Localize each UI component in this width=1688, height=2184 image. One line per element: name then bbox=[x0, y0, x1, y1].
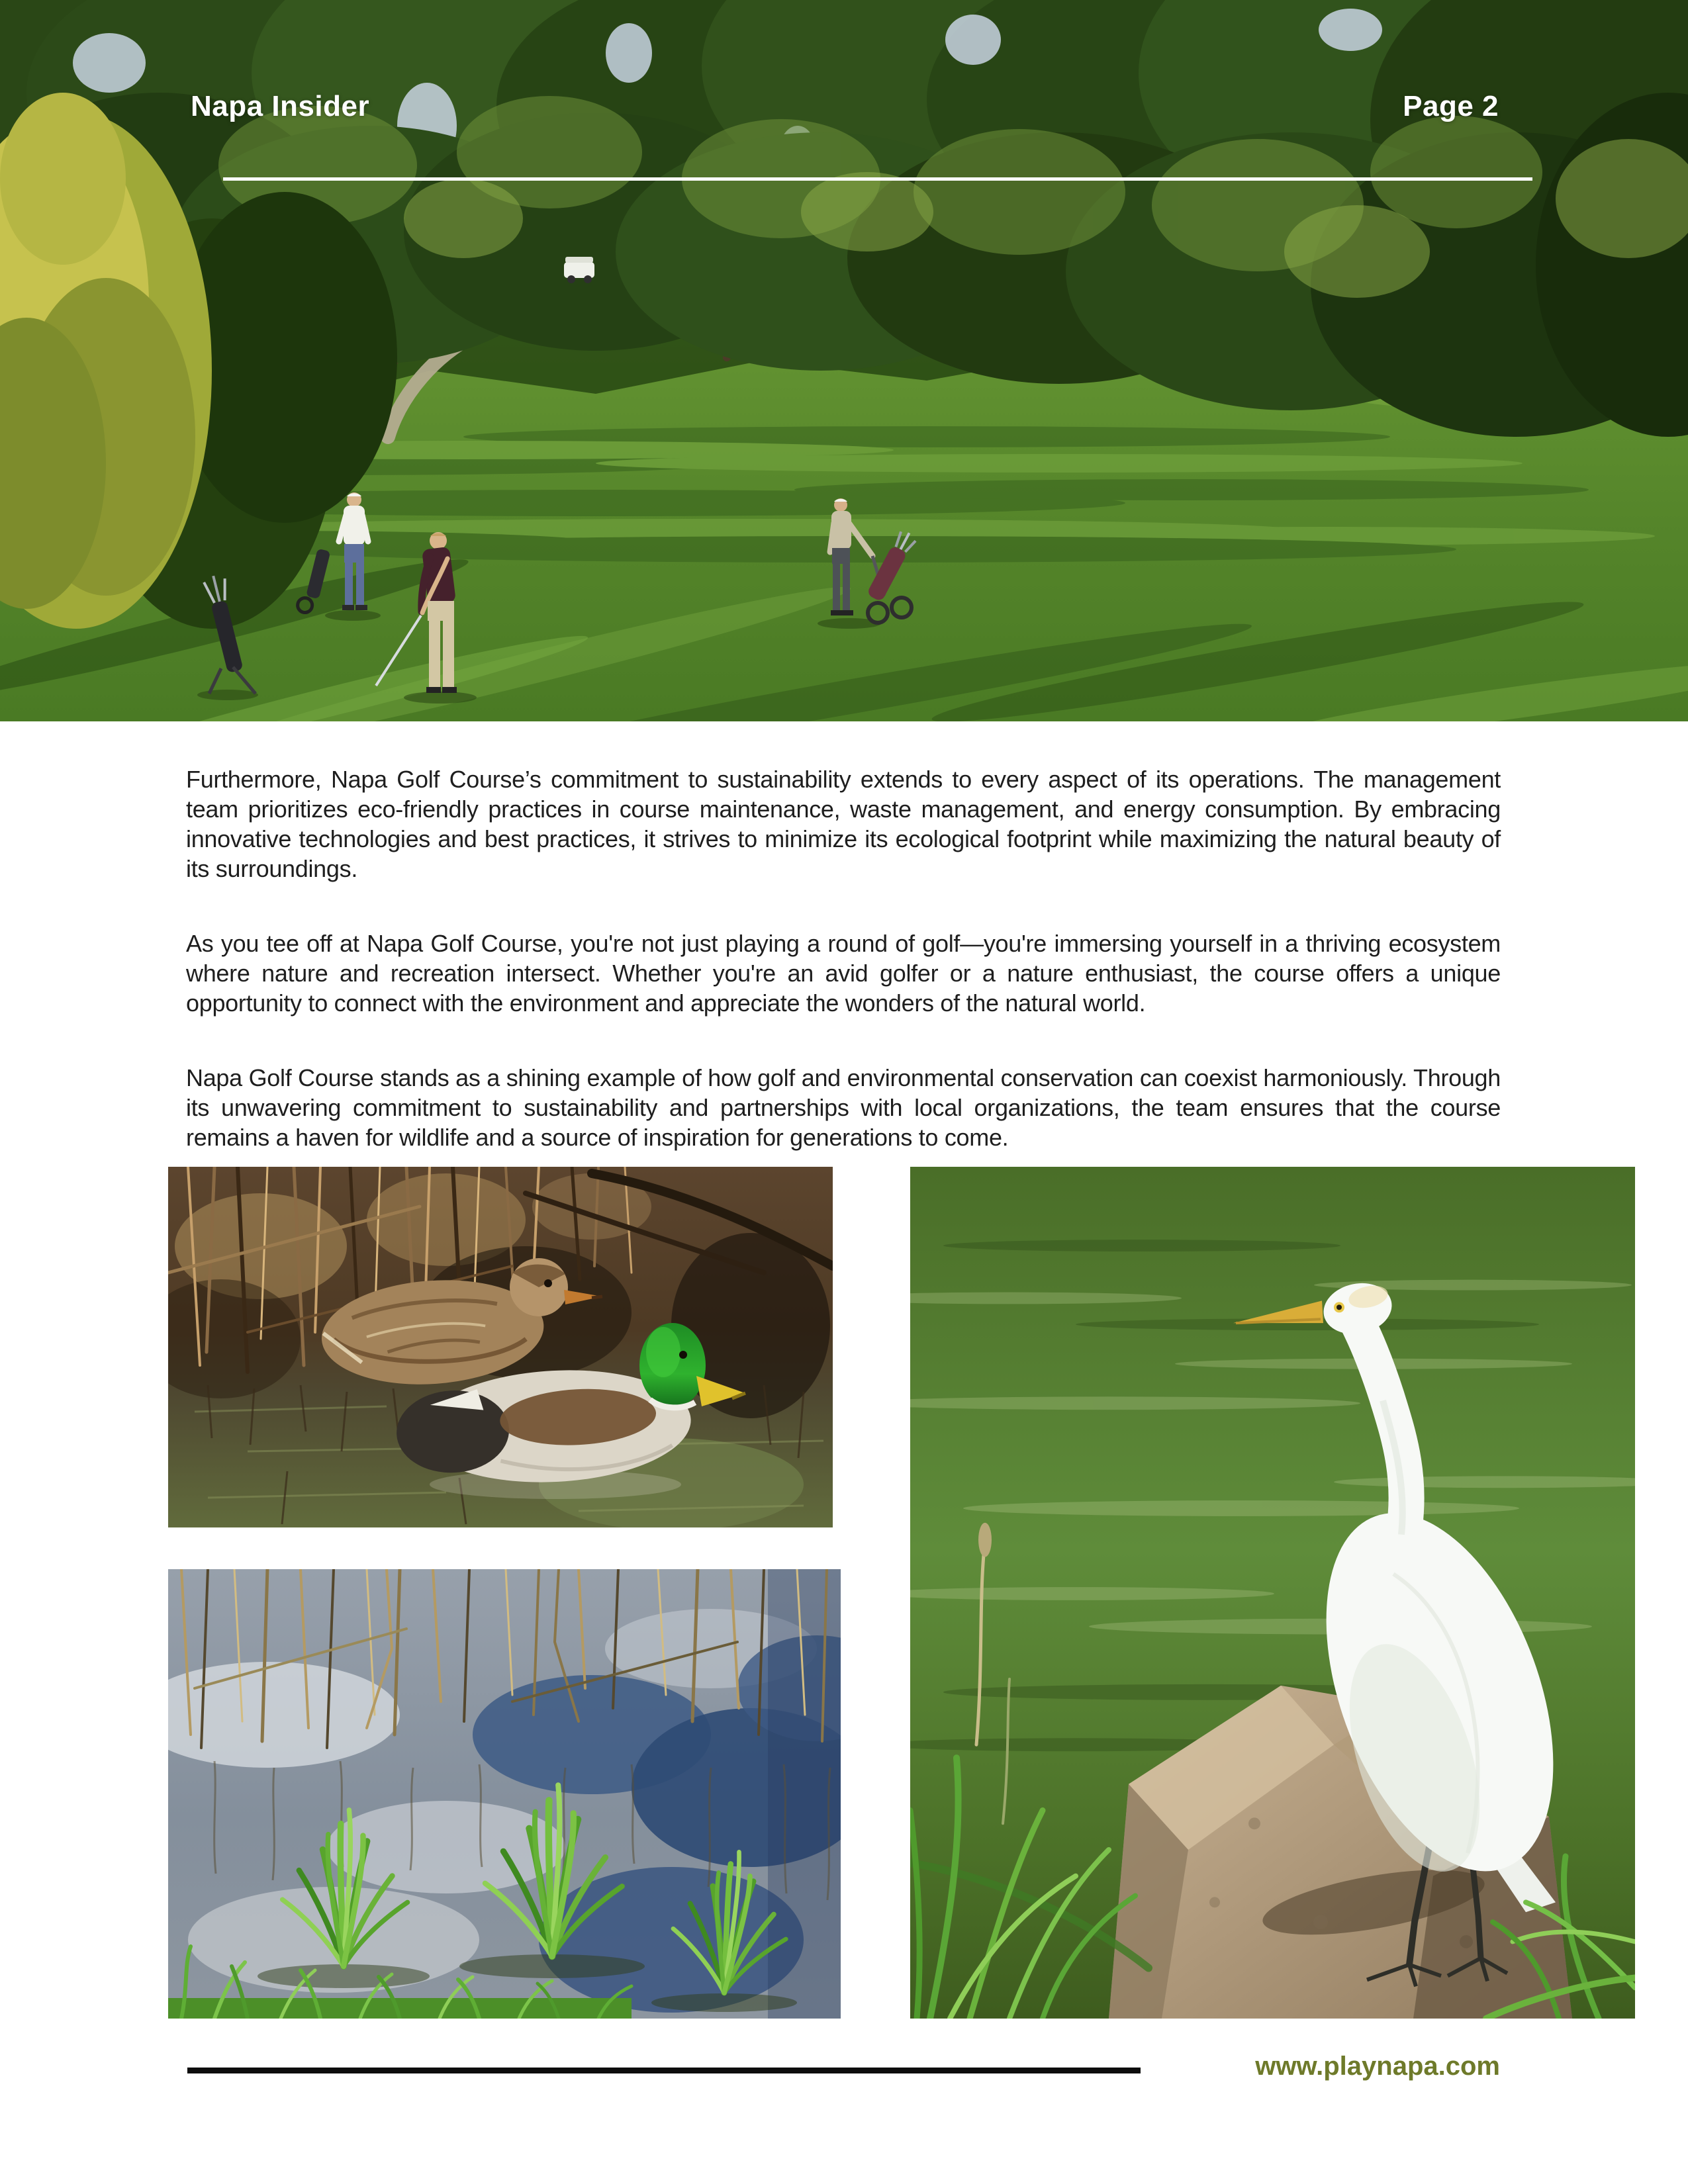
paragraph-conclusion: Napa Golf Course stands as a shining example of how golf and environmental conservation can coexist harmoniously. Through its unwavering commitment to sustainability and partnerships with local organizations, the team ensures that the course remains a haven for wildlife and a source of inspiration for generations to come. bbox=[186, 1064, 1501, 1151]
egret-photo bbox=[910, 1167, 1635, 2019]
paragraph-tee-off: As you tee off at Napa Golf Course, you're not just playing a round of golf—you're immersing yourself in a thriving ecosystem where nature and recreation intersect. Whether you're an avid golfer or a nature enthusiast, the course offers a unique opportunity to connect with the environment and appreciate the wonders of the natural world. bbox=[186, 930, 1501, 1017]
page-number: Page 2 bbox=[1403, 90, 1499, 122]
hero-photo bbox=[0, 0, 1688, 721]
footer-website-link[interactable]: www.playnapa.com bbox=[1255, 2052, 1500, 2081]
paragraph-sustainability: Furthermore, Napa Golf Course’s commitment to sustainability extends to every aspect of its operations. The management team prioritizes eco-friendly practices in course maintenance, waste management, and energy consumption. By embracing innovative technologies and best practices, it strives to minimize its ecological footprint while maximizing the natural beauty of its surroundings. bbox=[186, 766, 1501, 882]
masthead-rule bbox=[223, 177, 1532, 181]
article-body bbox=[186, 764, 1501, 1197]
newsletter-title: Napa Insider bbox=[191, 90, 370, 122]
masthead bbox=[0, 0, 1688, 721]
footer-rule bbox=[187, 2068, 1141, 2073]
reeds-photo bbox=[168, 1569, 841, 2019]
ducks-photo bbox=[168, 1167, 833, 1527]
